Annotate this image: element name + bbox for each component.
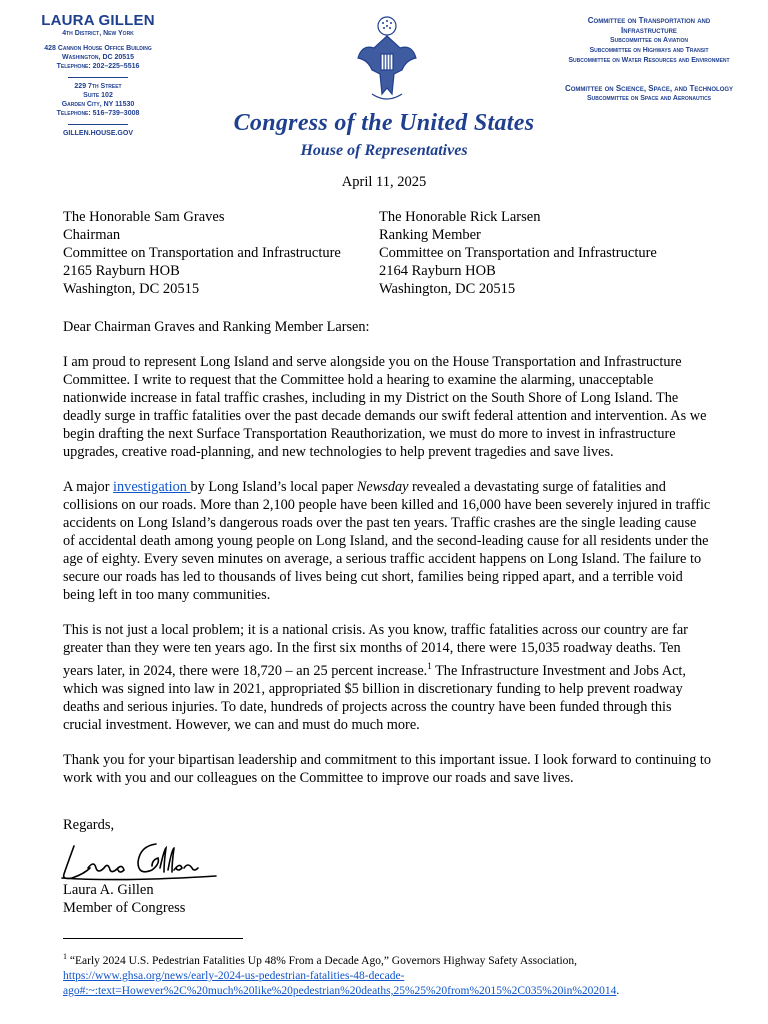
subcommittee: Subcommittee on Water Resources and Environment [568, 57, 730, 64]
paragraph-3: This is not just a local problem; it is a national crisis. As you know, traffic fatalities across our country are far greater than they were ten years ago. In the first six months of 2014, there were 15,035 roadway deaths. Ten years later, in 2024, there were 18,720 – an 25 percent increase.$^1$ The Infrastructure Investment and Jobs Act, which was signed into law in 2021, appropriated $5 billion in discretionary funding to help prevent roadway deaths and serious injuries. To date, hundreds of projects across the country have been funded through this crucial investment. However, we can and must do much more. [63, 622, 688, 733]
website: GILLEN.HOUSE.GOV [62, 130, 133, 137]
paragraph-4: Thank you for your bipartisan leadership and commitment to this important issue. I look forward to continuing to work with you and our colleagues on the Committee to improve our roads and save lives. [63, 751, 712, 786]
house-seal-icon [354, 14, 420, 104]
letterhead-right [564, 16, 734, 104]
signer-title: Member of Congress [63, 900, 186, 916]
handwritten-signature [60, 838, 220, 884]
committee-1: Committee on Transportation and Infrastructure [587, 16, 711, 35]
closing: Regards, [63, 817, 115, 833]
paragraph-1: I am proud to represent Long Island and serve alongside you on the House Transportation and Infrastructure Committee. I write to request that the Committee hold a hearing to examine the alarming, unacceptable nationwide increase in fatal traffic crashes, including in my District on the South Shore of Long Island. The deadly surge in traffic fatalities over the past decade demands our swift federal attention and intervention. As we begin drafting the next Surface Transportation Reauthorization, we must do more to invest in infrastructure upgrades, creative road-planning, and new technologies to help prevent tragedies and save lives. [63, 354, 707, 460]
committee-2: Committee on Science, Space, and Technology [564, 84, 734, 93]
house-title: House of Representatives [300, 142, 468, 159]
member-name: LAURA GILLEN [41, 12, 155, 29]
footnote-divider [63, 938, 243, 939]
divider [68, 77, 128, 78]
footnote: $^1$ “Early 2024 U.S. Pedestrian Fatalities Up 48% From a Decade Ago,” Governors Highway Safety Association, https://www.ghsa.org/news/early-2024-us-pedestrian-fatalities-48-decade- ago#:~:text=However%2C%20much%20like%20pedestrian%20deaths,25%25%20from%2015%2C035%20in%202014. [63, 952, 620, 997]
signer [63, 881, 185, 917]
subcommittee: Subcommittee on Aviation [610, 37, 688, 44]
footnote-number: 1 [63, 952, 67, 961]
subcommittee: Subcommittee on Highways and Transit [589, 47, 709, 54]
salutation: Dear Chairman Graves and Ranking Member Larsen: [63, 319, 370, 335]
dc-office: 428 Cannon House Office Building Washington, DC 20515 Telephone: 202–225–5516 [44, 45, 152, 70]
footnote-ref[interactable]: 1 [427, 661, 432, 671]
signer-name: Laura A. Gillen [63, 882, 154, 898]
investigation-link[interactable]: investigation [113, 479, 191, 495]
district: 4th District, New York [62, 30, 134, 37]
letter-body [63, 318, 711, 804]
recipient-right: The Honorable Rick Larsen Ranking Member Committee on Transportation and Infrastructure 2164 Rayburn HOB Washington, DC 20515 [379, 209, 657, 297]
congress-title: Congress of the United States [233, 110, 535, 136]
recipient-left: The Honorable Sam Graves Chairman Committee on Transportation and Infrastructure 2165 Rayburn HOB Washington, DC 20515 [63, 209, 341, 297]
paragraph-2: A major investigation by Long Island’s local paper Newsday revealed a devastating surge of fatalities and collisions on our roads. More than 2,100 people have been killed and 16,000 have been severely injured in traffic accidents on Long Island’s dangerous roads over the past ten years. Traffic crashes are the single leading cause of accidental death among young people on Long Island, and the second-leading cause for all residents under the age of eighty. Every seven minutes on average, a serious traffic accident happens on Long Island. The failure to secure our roads has led to thousands of lives being cut short, families being ripped apart, and a terrible void being left in too many communities. [63, 479, 711, 603]
footnote-url-cont[interactable]: ago#:~:text=However%2C%20much%20like%20pedestrian%20deaths,25%25%20from%2015%2C035%20in%202014 [63, 984, 617, 997]
letter-date: April 11, 2025 [341, 174, 427, 190]
footnote-url[interactable]: https://www.ghsa.org/news/early-2024-us-pedestrian-fatalities-48-decade- [63, 969, 405, 982]
subcommittee: Subcommittee on Space and Aeronautics [586, 95, 712, 102]
local-office: 229 7th Street Suite 102 Garden City, NY 11530 Telephone: 516–739–3008 [56, 83, 140, 117]
